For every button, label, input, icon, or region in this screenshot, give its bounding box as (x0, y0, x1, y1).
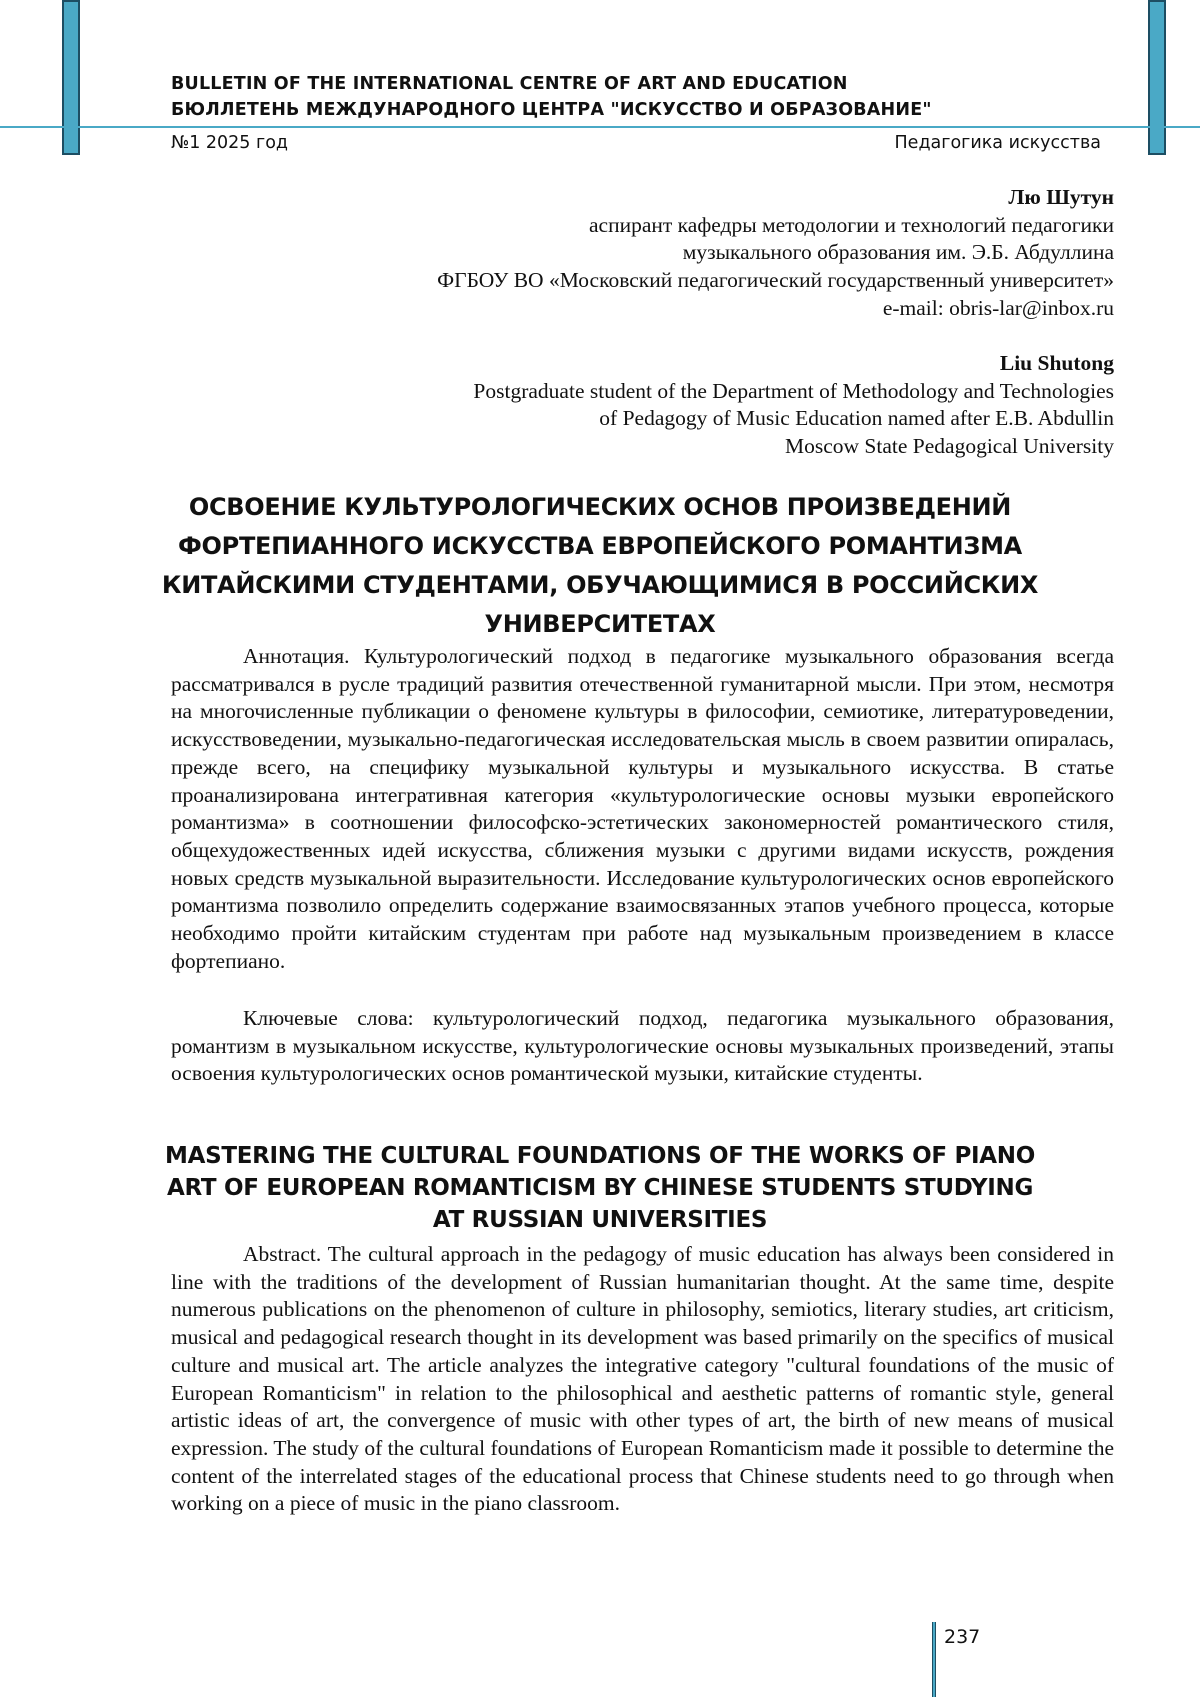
author-affiliation-line: аспирант кафедры методологии и технологий педагогики (588, 212, 1114, 237)
journal-title-en: BULLETIN OF THE INTERNATIONAL CENTRE OF ART AND EDUCATION (171, 74, 848, 94)
page-number: 237 (944, 1626, 981, 1648)
author-block-ru (437, 184, 1114, 323)
journal-title-ru: БЮЛЛЕТЕНЬ МЕЖДУНАРОДНОГО ЦЕНТРА "ИСКУССТВО И ОБРАЗОВАНИЕ" (171, 100, 932, 120)
author-affiliation-line: музыкального образования им. Э.Б. Абдуллина (682, 240, 1114, 265)
left-decorative-bar (62, 0, 80, 155)
right-decorative-bar (1148, 0, 1166, 155)
author-affiliation-line: of Pedagogy of Music Education named after E.B. Abdullin (599, 406, 1114, 431)
author-affiliation-line: ФГБОУ ВО «Московский педагогический государственный университет» (437, 268, 1114, 293)
author-name-en: Liu Shutong (999, 351, 1114, 375)
author-affiliation-line: Postgraduate student of the Department of Methodology and Technologies (473, 378, 1114, 403)
annotation-ru: Аннотация. Культурологический подход в педагогике музыкального образования всегда рассматривался в русле традиций развития отечественной гуманитарной мысли. При этом, несмотря на многочисленные публикации о феномене культуры в философии, семиотике, литературоведении, искусствоведении, музыкально-педагогическая исследовательская мысль в своем развитии опиралась, прежде всего, на специфику музыкальной культуры и музыкального искусства. В статье проанализирована интегративная категория «культурологические основы музыки европейского романтизма» в соотношении философско-эстетических закономерностей романтического стиля, общехудожественных идей искусства, сближения музыки с другими видами искусств, рождения новых средств музыкальной выразительности. Исследование культурологических основ европейского романтизма позволило определить содержание взаимосвязанных этапов учебного процесса, которые необходимо пройти китайским студентам при работе над музыкальным произведением в классе фортепиано. (171, 644, 1114, 973)
issue-label: №1 2025 год (171, 133, 288, 153)
section-label: Педагогика искусства (894, 133, 1101, 153)
author-email: e-mail: obris-lar@inbox.ru (882, 295, 1114, 320)
article-title-en: MASTERING THE CULTURAL FOUNDATIONS OF THE WORKS OF PIANO ART OF EUROPEAN ROMANTICISM BY CHINESE STUDENTS STUDYING AT RUSSIAN UNIVERSITIES (164, 1143, 1035, 1233)
author-block-en (473, 350, 1114, 461)
page-number-rule (932, 1622, 936, 1697)
abstract-en: Abstract. The cultural approach in the pedagogy of music education has always been considered in line with the traditions of the development of Russian humanitarian thought. At the same time, despite numerous publications on the phenomenon of culture in philosophy, semiotics, literary studies, art criticism, musical and pedagogical research thought in its development was based primarily on the specifics of musical culture and musical art. The article analyzes the integrative category "cultural foundations of the music of European Romanticism" in relation to the philosophical and aesthetic patterns of romantic style, general artistic ideas of art, the convergence of music with other types of art, the birth of new means of musical expression. The study of the cultural foundations of European Romanticism made it possible to determine the content of the interrelated stages of the educational process that Chinese students need to go through when working on a piece of music in the piano classroom. (171, 1242, 1114, 1516)
header-rule (0, 126, 1200, 128)
article-title-ru: ОСВОЕНИЕ КУЛЬТУРОЛОГИЧЕСКИХ ОСНОВ ПРОИЗВЕДЕНИЙ ФОРТЕПИАННОГО ИСКУССТВА ЕВРОПЕЙСКОГО РОМАНТИЗМА КИТАЙСКИМИ СТУДЕНТАМИ, ОБУЧАЮЩИМИСЯ В РОССИЙСКИХ УНИВЕРСИТЕТАХ (161, 493, 1039, 638)
author-affiliation-line: Moscow State Pedagogical University (784, 434, 1114, 459)
keywords-ru: Ключевые слова: культурологический подход, педагогика музыкального образования, романтизм в музыкальном искусстве, культурологические основы музыкальных произведений, этапы освоения культурологических основ романтической музыки, китайские студенты. (171, 1006, 1114, 1086)
author-name-ru: Лю Шутун (1008, 185, 1114, 209)
